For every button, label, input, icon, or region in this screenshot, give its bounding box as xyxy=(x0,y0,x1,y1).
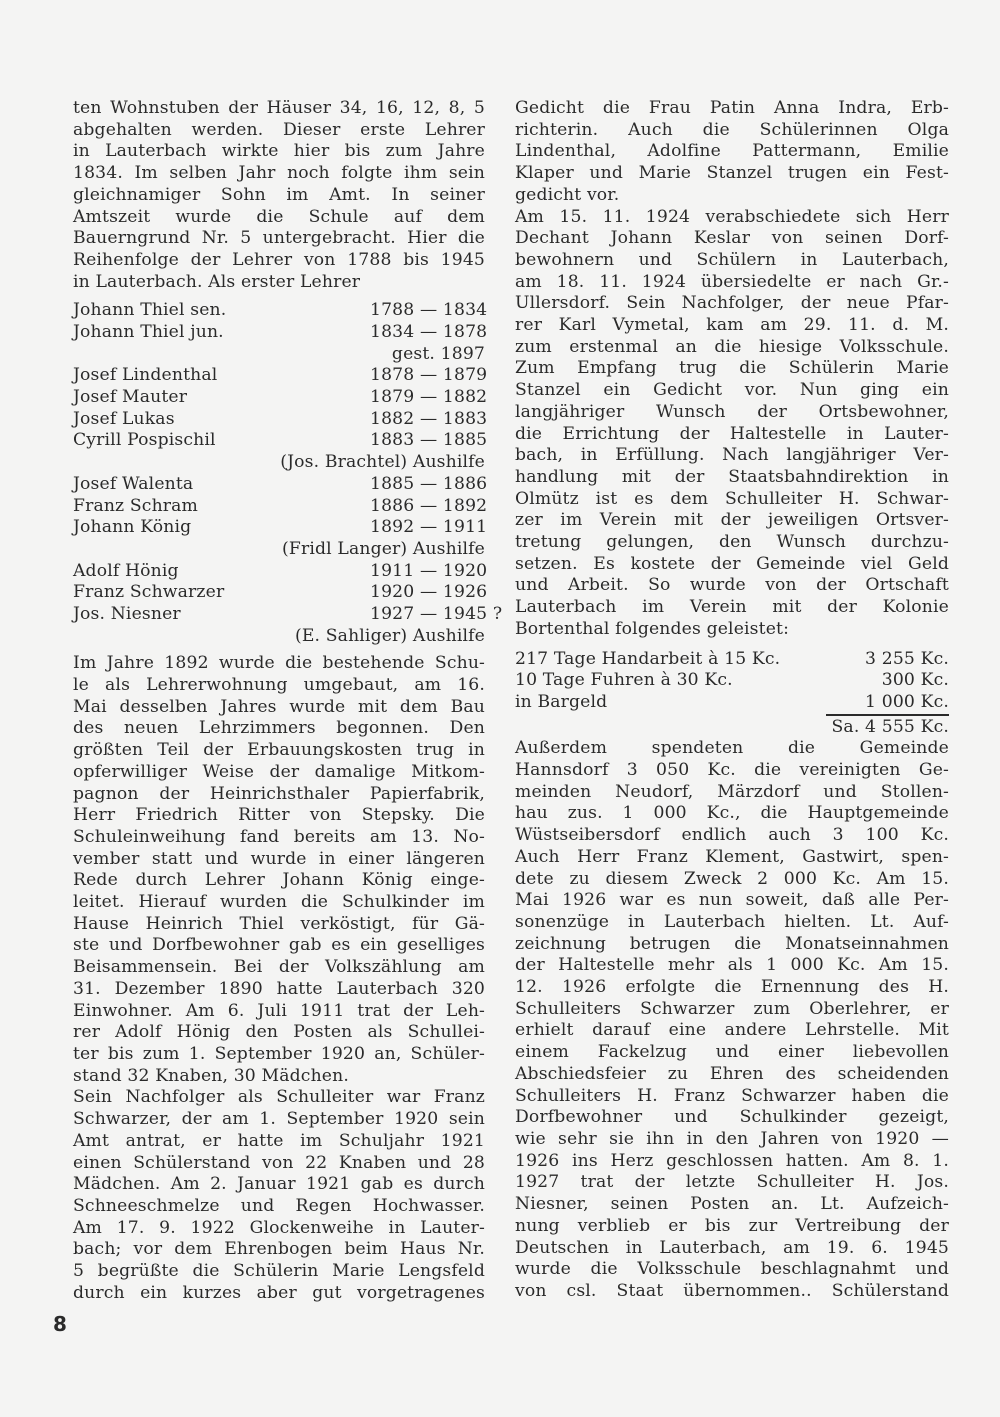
teacher-row xyxy=(73,365,488,387)
teacher-note: (E. Sahliger) Aushilfe xyxy=(294,625,485,646)
text-line: gedicht vor. xyxy=(515,184,620,205)
ledger-item: in Bargeld xyxy=(515,691,608,712)
ledger-item: 217 Tage Handarbeit à 15 Kc. xyxy=(515,648,781,669)
teacher-row xyxy=(73,300,488,322)
text-line: Olmütz ist es dem Schulleiter H. Schwar- xyxy=(515,488,949,509)
text-line: nung verblieb er bis zur Vertreibung der xyxy=(515,1215,949,1236)
teacher-row xyxy=(73,322,488,344)
ledger-total xyxy=(515,714,949,739)
text-line: bach, in Erfüllung. Nach langjähriger Ver- xyxy=(515,445,949,466)
text-line: 1834. Im selben Jahr noch folgte ihm sein xyxy=(73,163,485,184)
ledger-row xyxy=(515,670,949,692)
text-line: Amtszeit wurde die Schule auf dem xyxy=(73,206,485,227)
teacher-years: 1882 — 1883 xyxy=(370,408,488,429)
text-line: Im Jahre 1892 wurde die bestehende Schu- xyxy=(73,653,485,674)
teacher-years: 1885 — 1886 xyxy=(370,473,488,494)
text-line: Rede durch Lehrer Johann König einge- xyxy=(73,870,485,891)
text-line: die Errichtung der Haltestelle in Lauter- xyxy=(515,423,949,444)
successor-paragraph xyxy=(73,1087,485,1304)
text-line: Schneeschmelze und Regen Hochwasser. xyxy=(73,1195,485,1216)
text-line: pagnon der Heinrichsthaler Papierfabrik, xyxy=(73,783,485,804)
teacher-row xyxy=(73,387,488,409)
text-line: tretung gelungen, den Wunsch durchzu- xyxy=(515,532,949,553)
teacher-years: 1886 — 1892 xyxy=(370,495,488,516)
school-history-paragraph xyxy=(73,653,485,1087)
text-line: Dorfbewohner und Schulkinder gezeigt, xyxy=(515,1107,949,1128)
text-line: Mädchen. Am 2. Januar 1921 gab es durch xyxy=(73,1174,485,1195)
text-line: der Haltestelle mehr als 1 000 Kc. Am 15. xyxy=(515,955,949,976)
text-line: Mai desselben Jahres wurde mit dem Bau xyxy=(73,696,485,717)
ledger-item: 10 Tage Fuhren à 30 Kc. xyxy=(515,670,733,691)
teacher-years: 1834 — 1878 xyxy=(370,322,488,343)
text-line: Lindenthal, Adolfine Pattermann, Emilie xyxy=(515,141,949,162)
text-line: Einwohner. Am 6. Juli 1911 trat der Leh- xyxy=(73,1000,485,1021)
page-number: 8 xyxy=(53,1312,67,1336)
text-line: Schulleiters Schwarzer zum Oberlehrer, er xyxy=(515,998,949,1019)
teacher-years: 1911 — 1920 xyxy=(370,560,488,581)
text-line: le als Lehrerwohnung umgebaut, am 16. xyxy=(73,675,485,696)
text-line: von csl. Staat übernommen.. Schülerstand xyxy=(515,1280,949,1301)
text-line: Am 17. 9. 1922 Glockenweihe in Lauter- xyxy=(73,1217,485,1238)
teacher-row xyxy=(73,408,488,431)
text-line: abgehalten werden. Dieser erste Lehrer xyxy=(73,119,485,140)
text-line: gleichnamiger Sohn im Amt. In seiner xyxy=(73,184,485,205)
teacher-note-row xyxy=(73,539,485,561)
teacher-name: Johann Thiel sen. xyxy=(73,300,227,321)
teacher-note: (Fridl Langer) Aushilfe xyxy=(282,538,485,559)
ledger-row xyxy=(515,692,949,714)
text-line: Bortenthal folgendes geleistet: xyxy=(515,618,790,639)
text-line: Klaper und Marie Stanzel trugen ein Fest- xyxy=(515,163,949,184)
text-line: Herr Friedrich Ritter von Stepsky. Die xyxy=(73,805,485,826)
text-line: Lauterbach im Verein mit der Kolonie xyxy=(515,597,949,618)
teacher-row xyxy=(73,560,488,583)
text-line: Stanzel ein Gedicht vor. Nun ging ein xyxy=(515,380,949,401)
text-line: zeichnung betrugen die Monatseinnahmen xyxy=(515,933,949,954)
teacher-row xyxy=(73,517,488,539)
contribution-ledger xyxy=(515,649,949,714)
text-line: langjähriger Wunsch der Ortsbewohner, xyxy=(515,401,949,422)
text-line: Auch Herr Franz Klement, Gastwirt, spen- xyxy=(515,846,949,867)
text-line: und Arbeit. So wurde von der Ortschaft xyxy=(515,575,949,596)
teacher-name: Jos. Niesner xyxy=(73,603,181,624)
text-line: in Lauterbach. Als erster Lehrer xyxy=(73,271,361,292)
teacher-years: 1927 — 1945 ? xyxy=(370,603,503,624)
railway-stop-paragraph xyxy=(515,207,949,641)
text-line: Gedicht die Frau Patin Anna Indra, Erb- xyxy=(515,98,949,118)
teacher-name: Josef Lindenthal xyxy=(73,365,218,386)
text-line: Hannsdorf 3 050 Kc. die vereinigten Ge- xyxy=(515,760,949,781)
teacher-years: 1878 — 1879 xyxy=(370,365,488,386)
teacher-note: (Jos. Brachtel) Aushilfe xyxy=(280,452,485,473)
ledger-amount: 1 000 Kc. xyxy=(865,691,949,712)
teacher-years: 1883 — 1885 xyxy=(370,430,488,451)
teacher-row xyxy=(73,430,488,452)
teacher-years: 1920 — 1926 xyxy=(370,582,488,603)
text-line: in Lauterbach wirkte hier bis zum Jahre xyxy=(73,141,485,162)
text-line: ste und Dorfbewohner gab es ein geselliges xyxy=(73,935,485,956)
text-line: Beisammensein. Bei der Volkszählung am xyxy=(73,957,485,978)
teacher-name: Johann Thiel jun. xyxy=(73,322,224,343)
text-line: Schuleinweihung fand bereits am 13. No- xyxy=(73,826,485,847)
ledger-row xyxy=(515,649,949,671)
text-line: wie sehr sie ihn in den Jahren von 1920 — xyxy=(515,1129,949,1149)
ledger-total-value: Sa. 4 555 Kc. xyxy=(826,714,949,739)
teacher-name: Johann König xyxy=(73,517,192,538)
teacher-list xyxy=(73,300,503,647)
teacher-name: Franz Schwarzer xyxy=(73,582,225,603)
text-line: Zum Empfang trug die Schülerin Marie xyxy=(515,358,949,379)
teacher-note-row xyxy=(73,452,485,474)
donations-paragraph xyxy=(515,738,949,1302)
text-line: rer Adolf Hönig den Posten als Schullei- xyxy=(73,1022,485,1043)
text-line: Amt antrat, er hatte im Schuljahr 1921 xyxy=(73,1130,485,1151)
text-line: Hause Heinrich Thiel verköstigt, für Gä- xyxy=(73,913,485,934)
text-line: wurde die Volksschule beschlagnahmt und xyxy=(515,1259,949,1280)
text-line: leitet. Hierauf wurden die Schulkinder im xyxy=(73,892,485,913)
text-line: bach; vor dem Ehrenbogen beim Haus Nr. xyxy=(73,1239,485,1260)
text-line: vember statt und wurde in einer längeren xyxy=(73,848,485,869)
text-line: ter bis zum 1. September 1920 an, Schüler- xyxy=(73,1043,485,1064)
text-line: erhielt darauf eine andere Lehrstelle. Mit xyxy=(515,1020,949,1041)
text-line: Am 15. 11. 1924 verabschiedete sich Herr xyxy=(515,206,949,227)
text-line: Schulleiters H. Franz Schwarzer haben die xyxy=(515,1085,949,1106)
left-column xyxy=(73,98,503,1304)
text-line: meinden Neudorf, Märzdorf und Stollen- xyxy=(515,781,949,802)
text-line: 31. Dezember 1890 hatte Lauterbach 320 xyxy=(73,978,485,999)
text-line: zer im Verein mit der jeweiligen Ortsver- xyxy=(515,510,949,531)
teacher-note-row xyxy=(73,626,485,648)
poem-paragraph xyxy=(515,98,949,207)
text-line: Wüstseibersdorf endlich auch 3 100 Kc. xyxy=(515,825,949,846)
teacher-name: Franz Schram xyxy=(73,495,199,516)
text-line: Bauerngrund Nr. 5 untergebracht. Hier die xyxy=(73,228,485,249)
text-line: des neuen Lehrzimmers begonnen. Den xyxy=(73,718,485,739)
text-line: Schwarzer, der am 1. September 1920 sein xyxy=(73,1109,485,1130)
teacher-name: Josef Lukas xyxy=(73,408,175,429)
text-line: rer Karl Vymetal, kam am 29. 11. d. M. xyxy=(515,315,949,336)
ledger-amount: 300 Kc. xyxy=(881,670,949,691)
text-line: am 18. 11. 1924 übersiedelte er nach Gr.- xyxy=(515,271,949,292)
text-line: durch ein kurzes aber gut vorgetragenes xyxy=(73,1282,485,1303)
text-line: handlung mit der Staatsbahndirektion in xyxy=(515,466,949,487)
teacher-row xyxy=(73,582,488,604)
text-line: zum erstenmal an die hiesige Volksschule. xyxy=(515,336,949,357)
text-line: bewohnern und Schülern in Lauterbach, xyxy=(515,249,949,270)
text-line: richterin. Auch die Schülerinnen Olga xyxy=(515,119,949,140)
teacher-note-row xyxy=(73,344,485,366)
teacher-name: Adolf Hönig xyxy=(73,560,179,581)
teacher-row xyxy=(73,495,488,518)
text-line: Reihenfolge der Lehrer von 1788 bis 1945 xyxy=(73,249,485,270)
text-line: Sein Nachfolger als Schulleiter war Franz xyxy=(73,1087,485,1108)
teacher-name: Josef Walenta xyxy=(73,473,194,494)
text-line: einen Schülerstand von 22 Knaben und 28 xyxy=(73,1152,485,1173)
text-line: stand 32 Knaben, 30 Mädchen. xyxy=(73,1065,349,1086)
intro-paragraph xyxy=(73,98,485,293)
teacher-note: gest. 1897 xyxy=(391,343,485,364)
text-line: 1926 ins Herz geschlossen hatten. Am 8. 1. xyxy=(515,1150,949,1171)
teacher-row xyxy=(73,473,488,496)
text-line: einem Fackelzug und einer liebevollen xyxy=(515,1042,949,1063)
text-line: opferwilliger Weise der damalige Mitkom- xyxy=(73,761,485,782)
text-line: dete zu diesem Zweck 2 000 Kc. Am 15. xyxy=(515,868,949,889)
text-line: 5 begrüßte die Schülerin Marie Lengsfeld xyxy=(73,1261,485,1282)
teacher-name: Josef Mauter xyxy=(73,387,188,408)
text-line: Mai 1926 war es nun soweit, daß alle Per- xyxy=(515,890,949,911)
text-line: Außerdem spendeten die Gemeinde xyxy=(515,738,949,759)
text-line: 12. 1926 erfolgte die Ernennung des H. xyxy=(515,977,949,998)
text-line: sonenzüge in Lauterbach hielten. Lt. Auf- xyxy=(515,911,949,932)
text-line: hau zus. 1 000 Kc., die Hauptgemeinde xyxy=(515,803,949,824)
text-line: setzen. Es kostete der Gemeinde viel Geld xyxy=(515,553,949,574)
teacher-years: 1879 — 1882 xyxy=(370,387,488,408)
text-line: größten Teil der Erbauungskosten trug in xyxy=(73,740,485,761)
teacher-row xyxy=(73,603,503,626)
text-line: Deutschen in Lauterbach, am 19. 6. 1945 xyxy=(515,1237,949,1258)
teacher-years: 1788 — 1834 xyxy=(370,300,488,321)
ledger-amount: 3 255 Kc. xyxy=(865,648,949,669)
right-column xyxy=(515,98,949,1303)
teacher-years: 1892 — 1911 xyxy=(370,517,488,538)
text-line: Ullersdorf. Sein Nachfolger, der neue Pfar- xyxy=(515,293,949,314)
teacher-name: Cyrill Pospischil xyxy=(73,430,216,451)
text-line: 1927 trat der letzte Schulleiter H. Jos. xyxy=(515,1172,949,1193)
text-line: Abschiedsfeier zu Ehren des scheidenden xyxy=(515,1063,949,1084)
text-line: Niesner, seinen Posten an. Lt. Aufzeich- xyxy=(515,1194,949,1215)
text-line: ten Wohnstuben der Häuser 34, 16, 12, 8, 5 xyxy=(73,98,485,118)
text-line: Dechant Johann Keslar von seinen Dorf- xyxy=(515,228,949,249)
